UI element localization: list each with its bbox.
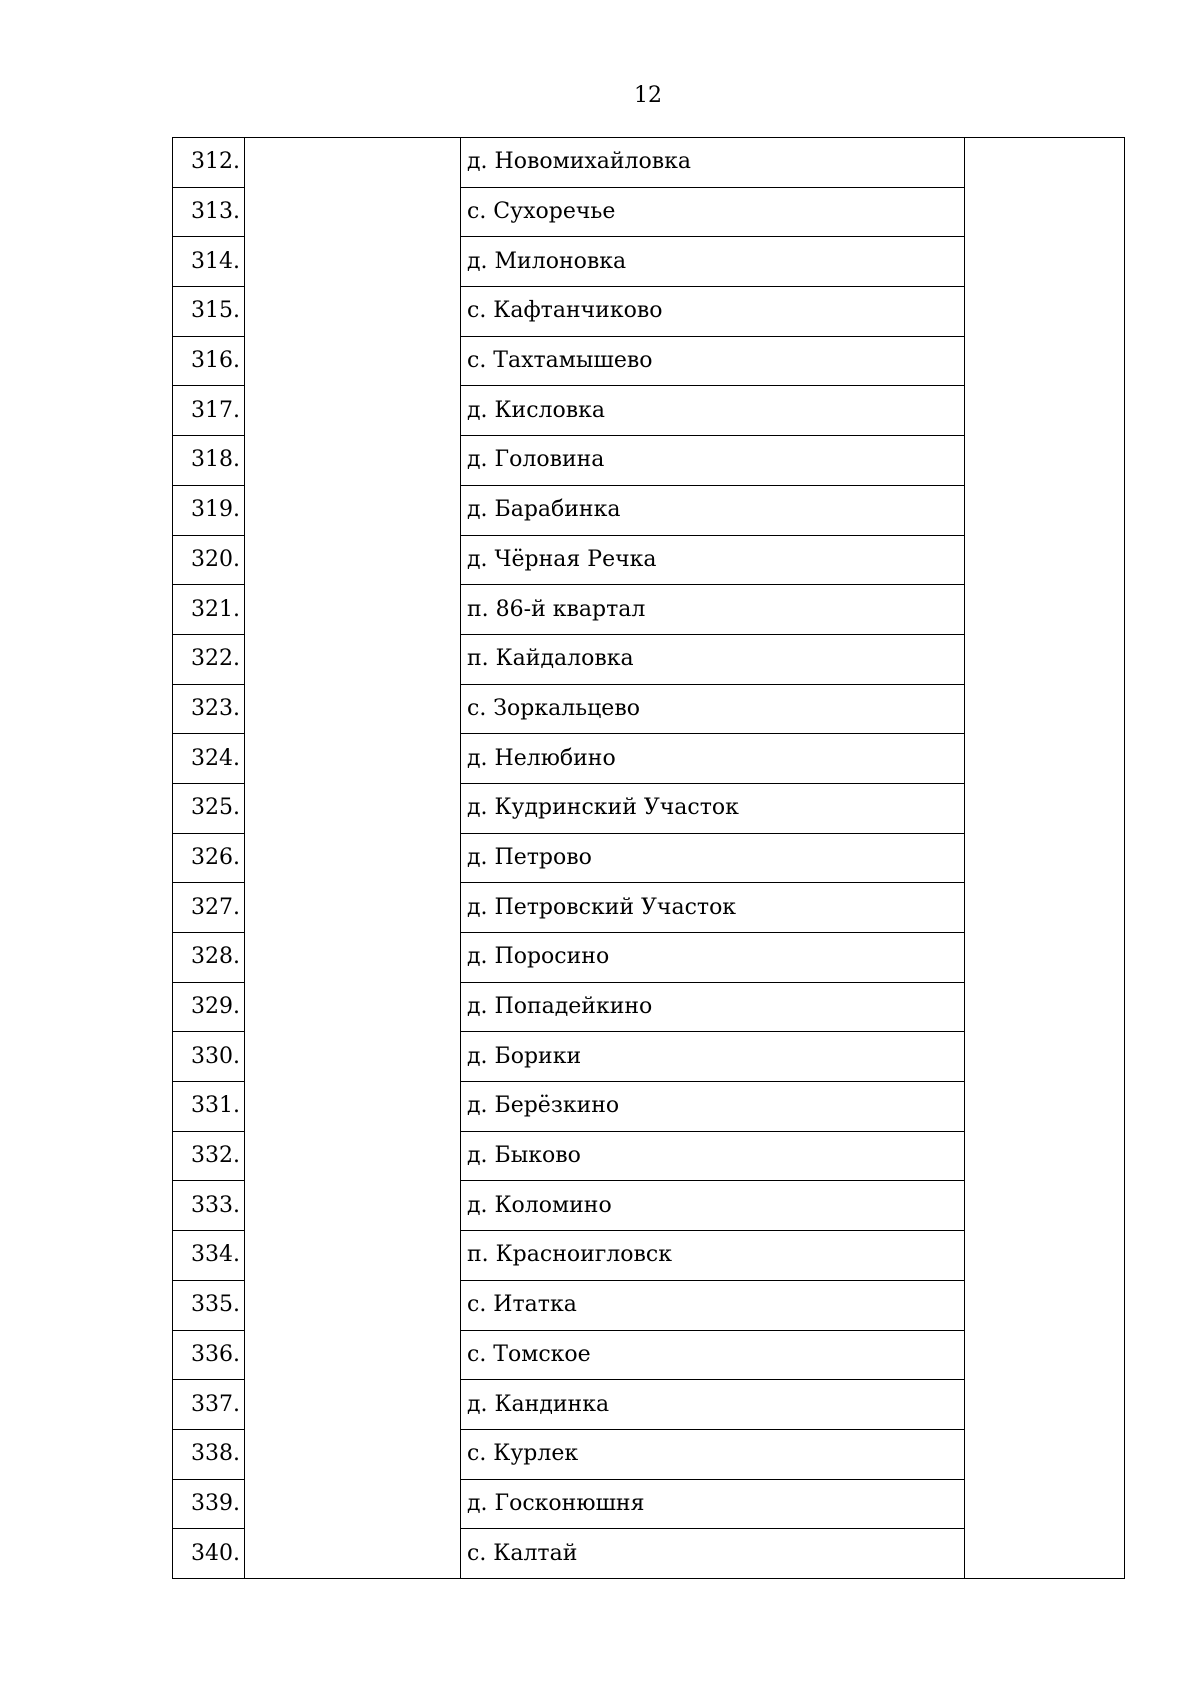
empty-cell xyxy=(245,436,461,486)
row-number: 314. xyxy=(173,237,245,287)
settlement-name: д. Госконюшня xyxy=(461,1479,965,1529)
table-row xyxy=(173,535,1125,585)
settlement-name: с. Зоркальцево xyxy=(461,684,965,734)
settlement-name: д. Чёрная Речка xyxy=(461,535,965,585)
empty-cell xyxy=(965,485,1125,535)
settlement-name: п. Кайдаловка xyxy=(461,634,965,684)
table-row xyxy=(173,386,1125,436)
empty-cell xyxy=(245,585,461,635)
settlement-name: д. Кандинка xyxy=(461,1380,965,1430)
empty-cell xyxy=(245,386,461,436)
page-number: 12 xyxy=(634,83,662,108)
empty-cell xyxy=(965,833,1125,883)
row-number: 315. xyxy=(173,287,245,337)
empty-cell xyxy=(245,138,461,188)
row-number: 322. xyxy=(173,634,245,684)
table-row xyxy=(173,336,1125,386)
row-number: 328. xyxy=(173,933,245,983)
row-number: 330. xyxy=(173,1032,245,1082)
table-row xyxy=(173,138,1125,188)
settlement-name: с. Кафтанчиково xyxy=(461,287,965,337)
empty-cell xyxy=(245,883,461,933)
table-row xyxy=(173,287,1125,337)
row-number: 321. xyxy=(173,585,245,635)
row-number: 340. xyxy=(173,1529,245,1579)
empty-cell xyxy=(245,1131,461,1181)
table-row xyxy=(173,1479,1125,1529)
row-number: 327. xyxy=(173,883,245,933)
table-row xyxy=(173,883,1125,933)
row-number: 317. xyxy=(173,386,245,436)
empty-cell xyxy=(245,1231,461,1281)
row-number: 335. xyxy=(173,1280,245,1330)
settlement-name: д. Коломино xyxy=(461,1181,965,1231)
empty-cell xyxy=(965,1280,1125,1330)
row-number: 339. xyxy=(173,1479,245,1529)
row-number: 332. xyxy=(173,1131,245,1181)
empty-cell xyxy=(245,1529,461,1579)
table-row xyxy=(173,485,1125,535)
settlement-name: д. Петрово xyxy=(461,833,965,883)
settlement-name: д. Нелюбино xyxy=(461,734,965,784)
empty-cell xyxy=(965,1479,1125,1529)
settlement-name: д. Поросино xyxy=(461,933,965,983)
table-row xyxy=(173,585,1125,635)
settlements-table xyxy=(172,137,1125,1579)
empty-cell xyxy=(965,1181,1125,1231)
row-number: 338. xyxy=(173,1429,245,1479)
empty-cell xyxy=(965,982,1125,1032)
table-row xyxy=(173,833,1125,883)
empty-cell xyxy=(965,386,1125,436)
empty-cell xyxy=(965,138,1125,188)
empty-cell xyxy=(965,436,1125,486)
empty-cell xyxy=(245,1181,461,1231)
table-row xyxy=(173,187,1125,237)
settlement-name: с. Томское xyxy=(461,1330,965,1380)
table-row xyxy=(173,1181,1125,1231)
row-number: 325. xyxy=(173,783,245,833)
table-row xyxy=(173,1032,1125,1082)
row-number: 313. xyxy=(173,187,245,237)
row-number: 334. xyxy=(173,1231,245,1281)
table-row xyxy=(173,1529,1125,1579)
row-number: 336. xyxy=(173,1330,245,1380)
empty-cell xyxy=(965,933,1125,983)
empty-cell xyxy=(965,585,1125,635)
empty-cell xyxy=(245,1082,461,1132)
empty-cell xyxy=(245,1380,461,1430)
empty-cell xyxy=(245,982,461,1032)
empty-cell xyxy=(965,287,1125,337)
empty-cell xyxy=(965,684,1125,734)
settlement-name: с. Итатка xyxy=(461,1280,965,1330)
row-number: 333. xyxy=(173,1181,245,1231)
row-number: 318. xyxy=(173,436,245,486)
empty-cell xyxy=(965,237,1125,287)
settlement-name: д. Милоновка xyxy=(461,237,965,287)
row-number: 324. xyxy=(173,734,245,784)
table-row xyxy=(173,1131,1125,1181)
empty-cell xyxy=(245,1330,461,1380)
empty-cell xyxy=(245,1479,461,1529)
settlement-name: д. Барабинка xyxy=(461,485,965,535)
table-row xyxy=(173,684,1125,734)
table-row xyxy=(173,237,1125,287)
table-row xyxy=(173,783,1125,833)
table-row xyxy=(173,1231,1125,1281)
settlement-name: д. Головина xyxy=(461,436,965,486)
table-row xyxy=(173,1082,1125,1132)
row-number: 326. xyxy=(173,833,245,883)
empty-cell xyxy=(245,287,461,337)
empty-cell xyxy=(245,187,461,237)
settlement-name: д. Берёзкино xyxy=(461,1082,965,1132)
empty-cell xyxy=(965,535,1125,585)
row-number: 319. xyxy=(173,485,245,535)
row-number: 337. xyxy=(173,1380,245,1430)
empty-cell xyxy=(965,336,1125,386)
empty-cell xyxy=(965,1380,1125,1430)
empty-cell xyxy=(245,535,461,585)
table-row xyxy=(173,933,1125,983)
empty-cell xyxy=(965,1529,1125,1579)
empty-cell xyxy=(965,1231,1125,1281)
empty-cell xyxy=(965,1082,1125,1132)
empty-cell xyxy=(965,187,1125,237)
empty-cell xyxy=(965,1032,1125,1082)
settlement-name: с. Курлек xyxy=(461,1429,965,1479)
empty-cell xyxy=(965,883,1125,933)
empty-cell xyxy=(245,1429,461,1479)
row-number: 331. xyxy=(173,1082,245,1132)
empty-cell xyxy=(965,783,1125,833)
empty-cell xyxy=(245,485,461,535)
settlement-name: п. 86-й квартал xyxy=(461,585,965,635)
table-row xyxy=(173,982,1125,1032)
row-number: 312. xyxy=(173,138,245,188)
empty-cell xyxy=(965,1330,1125,1380)
row-number: 320. xyxy=(173,535,245,585)
empty-cell xyxy=(965,634,1125,684)
settlement-name: д. Кудринский Участок xyxy=(461,783,965,833)
empty-cell xyxy=(245,933,461,983)
empty-cell xyxy=(245,833,461,883)
table-row xyxy=(173,734,1125,784)
table-row xyxy=(173,1380,1125,1430)
settlement-name: п. Красноигловск xyxy=(461,1231,965,1281)
row-number: 329. xyxy=(173,982,245,1032)
row-number: 323. xyxy=(173,684,245,734)
settlement-name: с. Калтай xyxy=(461,1529,965,1579)
settlement-name: д. Попадейкино xyxy=(461,982,965,1032)
empty-cell xyxy=(245,634,461,684)
empty-cell xyxy=(245,237,461,287)
settlement-name: д. Кисловка xyxy=(461,386,965,436)
settlement-name: д. Петровский Участок xyxy=(461,883,965,933)
table-row xyxy=(173,1330,1125,1380)
table-body xyxy=(173,138,1125,1579)
empty-cell xyxy=(245,1280,461,1330)
settlement-name: д. Новомихайловка xyxy=(461,138,965,188)
table-row xyxy=(173,1280,1125,1330)
table-row xyxy=(173,436,1125,486)
row-number: 316. xyxy=(173,336,245,386)
empty-cell xyxy=(245,734,461,784)
settlement-name: д. Борики xyxy=(461,1032,965,1082)
empty-cell xyxy=(965,1429,1125,1479)
table-row xyxy=(173,1429,1125,1479)
empty-cell xyxy=(245,783,461,833)
empty-cell xyxy=(245,336,461,386)
table-row xyxy=(173,634,1125,684)
settlement-name: д. Быково xyxy=(461,1131,965,1181)
settlement-name: с. Сухоречье xyxy=(461,187,965,237)
empty-cell xyxy=(965,1131,1125,1181)
empty-cell xyxy=(965,734,1125,784)
empty-cell xyxy=(245,684,461,734)
settlement-name: с. Тахтамышево xyxy=(461,336,965,386)
empty-cell xyxy=(245,1032,461,1082)
